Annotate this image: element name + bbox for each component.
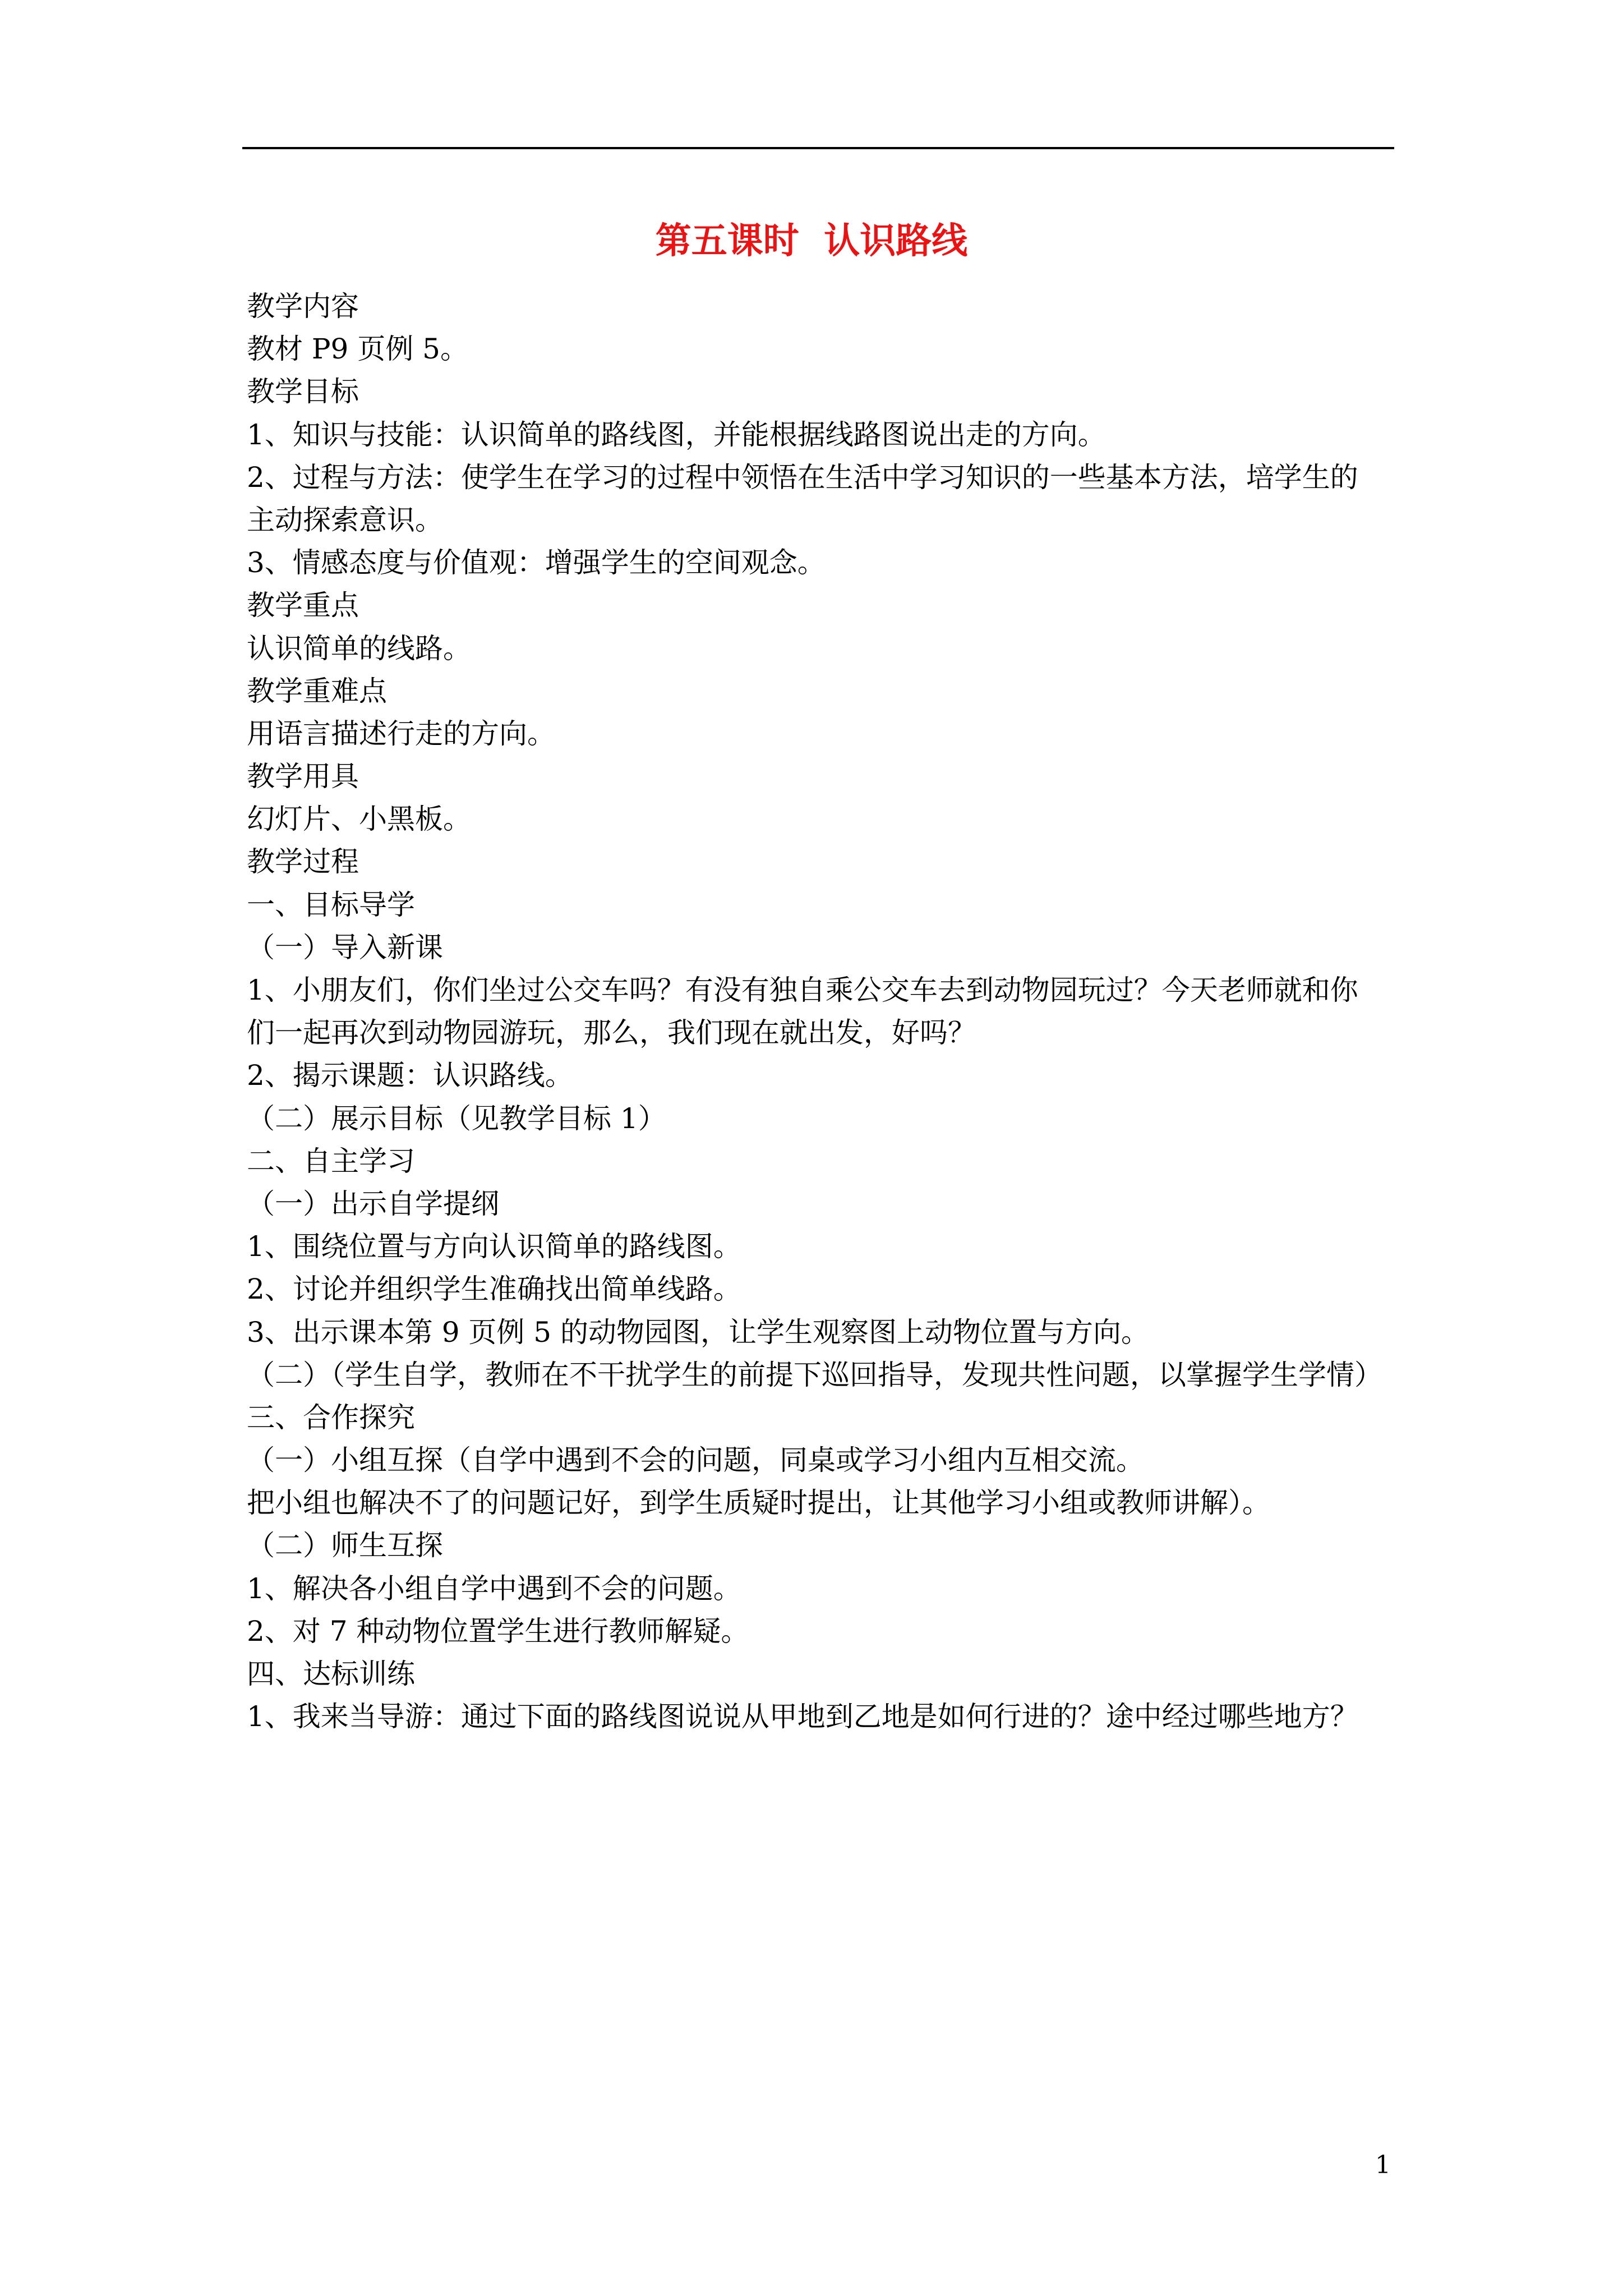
text-line: （一）导入新课 <box>247 931 443 964</box>
text-line: 1、知识与技能：认识简单的路线图，并能根据线路图说出走的方向。 <box>247 418 1106 451</box>
text-line: 们一起再次到动物园游玩，那么，我们现在就出发，好吗？ <box>247 1016 976 1050</box>
text-line: 2、对 7 种动物位置学生进行教师解疑。 <box>247 1614 749 1648</box>
text-line: 教学重难点 <box>247 674 387 707</box>
text-line: 二、自主学习 <box>247 1144 415 1177</box>
text-line: （一）出示自学提纲 <box>247 1187 499 1220</box>
text-line: （一）小组互探（自学中遇到不会的问题，同桌或学习小组内互相交流。 <box>247 1444 1144 1477</box>
text-line: 把小组也解决不了的问题记好，到学生质疑时提出，让其他学习小组或教师讲解）。 <box>247 1487 1270 1520</box>
text-line: （二）师生互探 <box>247 1529 443 1562</box>
text-line: 1、我来当导游：通过下面的路线图说说从甲地到乙地是如何行进的？途中经过哪些地方？ <box>247 1700 1358 1733</box>
text-line: 教学内容 <box>247 290 359 323</box>
text-line: 3、情感态度与价值观：增强学生的空间观念。 <box>247 546 826 579</box>
text-line: 2、揭示课题：认识路线。 <box>247 1059 573 1092</box>
text-line: 用语言描述行走的方向。 <box>247 717 555 750</box>
text-line: 认识简单的线路。 <box>247 632 471 665</box>
text-line: 1、小朋友们，你们坐过公交车吗？有没有独自乘公交车去到动物园玩过？今天老师就和你 <box>247 974 1358 1006</box>
text-line: 四、达标训练 <box>247 1658 415 1690</box>
text-line: 1、围绕位置与方向认识简单的路线图。 <box>247 1230 741 1263</box>
text-line: 3、出示课本第 9 页例 5 的动物园图，让学生观察图上动物位置与方向。 <box>247 1315 1150 1349</box>
header-rule <box>242 147 1394 149</box>
text-line: 教材 P9 页例 5。 <box>247 333 468 366</box>
document-body <box>247 285 1396 1738</box>
text-line: 教学重点 <box>247 589 359 622</box>
text-line: 1、解决各小组自学中遇到不会的问题。 <box>247 1572 741 1605</box>
document-title: 第五课时 认识路线 <box>655 220 968 262</box>
page-number: 1 <box>1375 2151 1391 2179</box>
text-line: （二）（学生自学，教师在不干扰学生的前提下巡回指导，发现共性问题，以掌握学生学情） <box>247 1358 1382 1391</box>
text-line: 2、讨论并组织学生准确找出简单线路。 <box>247 1273 741 1306</box>
text-line: 教学过程 <box>247 845 359 878</box>
text-line: 教学用具 <box>247 760 359 793</box>
text-line: 三、合作探究 <box>247 1401 415 1434</box>
text-line: 主动探索意识。 <box>247 503 443 536</box>
text-line: 2、过程与方法：使学生在学习的过程中领悟在生活中学习知识的一些基本方法，培学生的 <box>247 461 1358 494</box>
text-line: 幻灯片、小黑板。 <box>247 803 471 836</box>
text-line: 教学目标 <box>247 375 359 408</box>
text-line: （二）展示目标（见教学目标 1） <box>247 1102 666 1135</box>
text-line: 一、目标导学 <box>247 888 415 921</box>
